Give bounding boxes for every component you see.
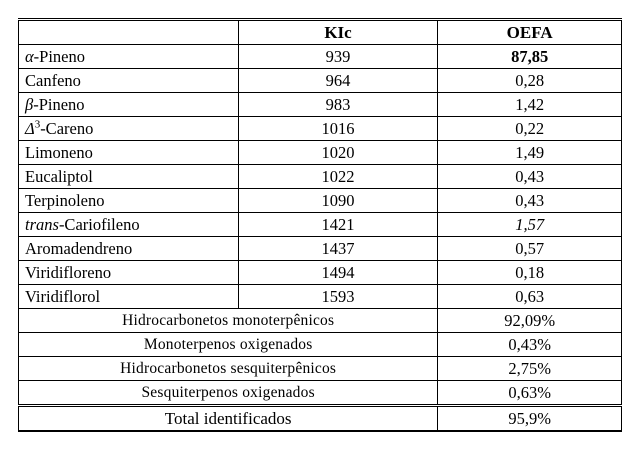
compound-label: -Careno (40, 118, 94, 138)
compound-name (19, 165, 239, 189)
oefa-value: 0,18 (438, 261, 622, 285)
kic-value: 1016 (238, 117, 438, 141)
compound-label: -Cariofileno (58, 214, 140, 234)
compound-label: Eucaliptol (25, 166, 93, 186)
summary-label: Hidrocarbonetos monoterpênicos (19, 309, 438, 333)
compound-label: -Pineno (33, 46, 86, 66)
compound-name (19, 69, 239, 93)
compound-name (19, 285, 239, 309)
greek-prefix: β (25, 94, 34, 114)
table-body (19, 45, 622, 432)
compound-name (19, 213, 239, 237)
summary-label: Hidrocarbonetos sesquiterpênicos (19, 357, 438, 381)
compound-name (19, 189, 239, 213)
table-row (19, 213, 622, 237)
compound-name (19, 117, 239, 141)
summary-row (19, 381, 622, 406)
compound-name (19, 237, 239, 261)
compound-label: Viridiflorol (25, 286, 101, 306)
table-row (19, 69, 622, 93)
compound-label: Aromadendreno (25, 238, 133, 258)
compound-label: Terpinoleno (25, 190, 105, 210)
header-oefa: OEFA (438, 20, 622, 45)
kic-value: 1090 (238, 189, 438, 213)
total-value: 95,9% (438, 406, 622, 432)
summary-row (19, 309, 622, 333)
oefa-value: 1,42 (438, 93, 622, 117)
table-row (19, 93, 622, 117)
oefa-value: 0,43 (438, 189, 622, 213)
summary-value: 0,43% (438, 333, 622, 357)
kic-value: 1022 (238, 165, 438, 189)
header-compound (19, 20, 239, 45)
kic-value: 964 (238, 69, 438, 93)
table-row (19, 117, 622, 141)
compound-name (19, 141, 239, 165)
table-row (19, 261, 622, 285)
compound-name (19, 45, 239, 69)
stereo-prefix: trans (25, 214, 59, 234)
table-row (19, 45, 622, 69)
header-kic: KIc (238, 20, 438, 45)
kic-value: 1437 (238, 237, 438, 261)
kic-value: 1593 (238, 285, 438, 309)
oefa-value: 0,22 (438, 117, 622, 141)
kic-value: 1421 (238, 213, 438, 237)
table-row (19, 165, 622, 189)
summary-value: 92,09% (438, 309, 622, 333)
total-row (19, 406, 622, 432)
superscript: 3 (34, 118, 41, 130)
header-row (19, 20, 622, 45)
oefa-value: 87,85 (438, 45, 622, 69)
oefa-value: 0,28 (438, 69, 622, 93)
essential-oil-composition-table (18, 18, 622, 432)
compound-name (19, 261, 239, 285)
summary-label: Monoterpenos oxigenados (19, 333, 438, 357)
table-row (19, 237, 622, 261)
oefa-value: 1,49 (438, 141, 622, 165)
greek-prefix: Δ (25, 118, 35, 138)
summary-row (19, 333, 622, 357)
oefa-value: 0,57 (438, 237, 622, 261)
oefa-value: 1,57 (438, 213, 622, 237)
summary-row (19, 357, 622, 381)
summary-value: 2,75% (438, 357, 622, 381)
compound-label: -Pineno (33, 94, 85, 114)
summary-label: Sesquiterpenos oxigenados (19, 381, 438, 406)
kic-value: 939 (238, 45, 438, 69)
greek-prefix: α (25, 46, 34, 66)
summary-value: 0,63% (438, 381, 622, 406)
table-row (19, 189, 622, 213)
compound-label: Viridifloreno (25, 262, 112, 282)
compound-name (19, 93, 239, 117)
kic-value: 983 (238, 93, 438, 117)
table-row (19, 285, 622, 309)
kic-value: 1020 (238, 141, 438, 165)
oefa-value: 0,43 (438, 165, 622, 189)
table-row (19, 141, 622, 165)
compound-label: Canfeno (25, 70, 81, 90)
oefa-value: 0,63 (438, 285, 622, 309)
total-label: Total identificados (19, 406, 438, 432)
compound-label: Limoneno (25, 142, 93, 162)
kic-value: 1494 (238, 261, 438, 285)
